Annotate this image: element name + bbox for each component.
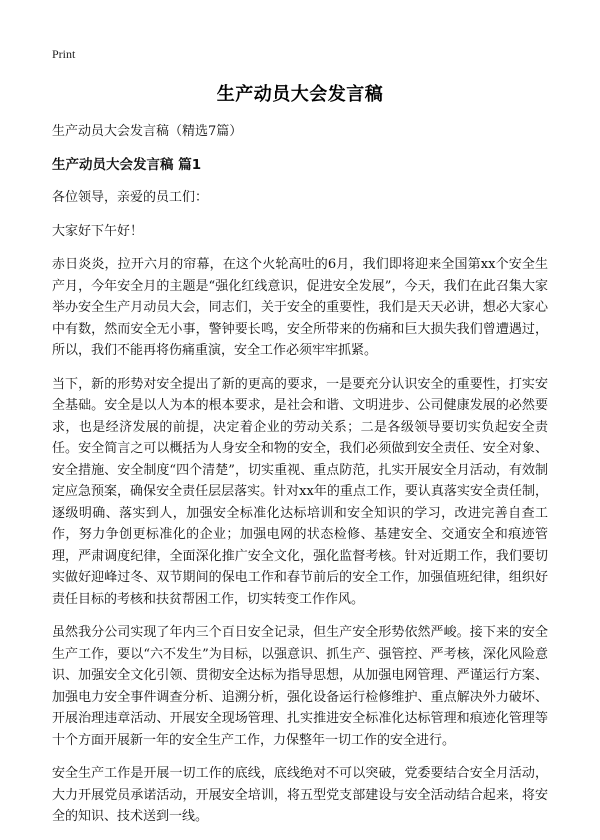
document-body xyxy=(52,121,548,840)
paragraph-2: 当下，新的形势对安全提出了新的更高的要求，一是要充分认识安全的重要性，打实安全基础。安全是以人为本的根本要求，是社会和谐、文明进步、公司健康发展的必然要求，也是经济发展的前提，决定着企业的劳动关系；二是各级领导要切实负起安全责任。安全简言之可以概括为人身安全和物的安全，我们必须做到安全责任、安全对象、安全措施、安全制度“四个清楚”，切实重视、重点防范，扎实开展安全月活动，有效制定应急预案，确保安全责任层层落实。针对xx年的重点工作，要认真落实安全责任制，逐级明确、落实到人，加强安全标准化达标培训和安全知识的学习，改进完善自查工作，努力争创更标准化的企业；加强电网的状态检修、基建安全、交通安全和痕迹管理，严肃调度纪律，全面深化推广安全文化，强化监督考核。针对近期工作，我们要切实做好迎峰过冬、双节期间的保电工作和春节前后的安全工作，加强值班纪律，组织好责任目标的考核和扶贫帮困工作，切实转变工作作风。 xyxy=(52,376,548,607)
paragraph-1: 赤日炎炎，拉开六月的帘幕，在这个火轮高吐的6月，我们即将迎来全国第xx个安全生产月，今年安全月的主题是“强化红线意识，促进安全发展”，今天，我们在此召集大家举办安全生产月动员大会，同志们，关于安全的重要性，我们是天天必讲，想必大家心中有数，然而安全无小事，警钟要长鸣，安全所带来的伤痛和巨大损失我们曾遭遇过，所以，我们不能再将伤痛重演，安全工作必须牢牢抓紧。 xyxy=(52,257,548,358)
paragraph-4: 安全生产工作是开展一切工作的底线，底线绝对不可以突破，党委要结合安全月活动，大力开展党员承诺活动，开展安全培训，将五型党支部建设与安全活动结合起来，将安全的知识、技术送到一线。 xyxy=(52,766,548,824)
print-link[interactable]: Print xyxy=(52,47,76,61)
greeting: 大家好下午好！ xyxy=(52,223,144,239)
document-title: 生产动员大会发言稿 xyxy=(216,84,384,105)
paragraph-3: 虽然我分公司实现了年内三个百日安全记录，但生产安全形势依然严峻。接下来的安全生产工作，要以“六不发生”为目标，以强意识、抓生产、强管控、严考核，深化风险意识、加强安全文化引领、贯彻安全达标为指导思想，从加强电网管理、严谨运行方案、加强电力安全事件调查分析、追溯分析，强化设备运行检修维护、重点解决外力破坏、开展治理违章活动、开展安全现场管理、扎实推进安全标准化达标管理和痕迹化管理等十个方面开展新一年的安全生产工作，力保整年一切工作的安全进行。 xyxy=(52,625,548,748)
salutation: 各位领导，亲爱的员工们： xyxy=(52,190,209,205)
section-heading: 生产动员大会发言稿 篇1 xyxy=(52,156,202,173)
document-subtitle: 生产动员大会发言稿（精选7篇） xyxy=(52,124,243,139)
